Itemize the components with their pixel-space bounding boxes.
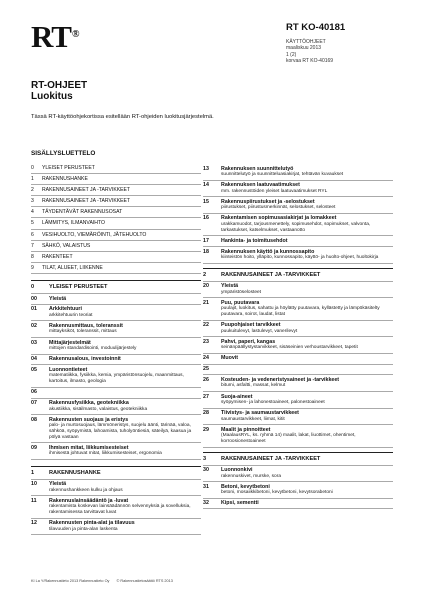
classification-row bbox=[203, 365, 393, 376]
classification-row bbox=[203, 392, 393, 409]
meta-type: KÄYTTÖOHJEET bbox=[286, 39, 326, 45]
classification-row bbox=[31, 365, 201, 387]
classification-row bbox=[203, 282, 393, 299]
registered-mark: ® bbox=[71, 29, 79, 40]
row-body bbox=[221, 238, 288, 244]
row-body bbox=[221, 199, 335, 211]
row-title: Yleistä bbox=[49, 295, 67, 302]
row-title: Hankinta- ja toimitusehdot bbox=[221, 237, 288, 244]
toc-item-number: 0 bbox=[31, 165, 34, 171]
row-title: Rakennuksen käyttö ja kunnossapito bbox=[221, 248, 315, 255]
meta-replaces: korvaa RT KO-40169 bbox=[286, 58, 334, 65]
classification-row bbox=[31, 388, 201, 399]
row-title: Luonnontieteet bbox=[49, 366, 88, 373]
classification-row bbox=[31, 399, 201, 416]
row-body bbox=[49, 296, 66, 302]
row-body bbox=[221, 283, 261, 295]
row-number: 14 bbox=[203, 182, 209, 189]
toc-item bbox=[31, 163, 201, 174]
row-number: 03 bbox=[31, 339, 37, 346]
row-number: 18 bbox=[203, 248, 209, 255]
toc-item bbox=[31, 185, 201, 196]
row-number: 15 bbox=[203, 198, 209, 205]
row-description: piirustukset, piirustusmerkinnät, selostukset, selosteet bbox=[221, 205, 336, 211]
row-description: ihmisestä johtuvat mitat, liikkumisesteiset, ergonomia bbox=[49, 451, 162, 457]
toc-heading: SISÄLLYSLUETTELO bbox=[31, 150, 96, 157]
row-title: Puupohjaiset tarvikkeet bbox=[221, 322, 281, 329]
toc-item bbox=[31, 207, 201, 218]
row-description: urakkamuodot, tarjousmenettely, sopimusehdot, sopimukset, valvonta, tarkastukset, katselmukset, vastaanotto bbox=[221, 221, 371, 233]
section-heading bbox=[203, 268, 393, 282]
row-number: 24 bbox=[203, 355, 209, 362]
right-sections bbox=[203, 268, 393, 510]
row-number: 22 bbox=[203, 322, 209, 329]
row-title: Yleistä bbox=[221, 283, 239, 290]
section-title: RAKENNUSAINEET JA -TARVIKKEET bbox=[221, 455, 321, 462]
row-body bbox=[221, 467, 281, 479]
row-title: Arkkitehtuuri bbox=[49, 306, 82, 313]
section-number: 0 bbox=[31, 283, 35, 290]
row-description: rakennuskivet, murske, sora bbox=[221, 473, 281, 479]
row-title: Rakennuksen laatuvaatimukset bbox=[221, 182, 300, 189]
row-title: Rakennuksen suunnittelutyö bbox=[221, 165, 294, 172]
toc-item-label: RAKENNUSAINEET JA -TARVIKKEET bbox=[42, 198, 131, 205]
row-description: tilavuuden ja pinta-alan laskenta bbox=[49, 526, 118, 532]
row-title: Kosteuden- ja vedeneristysaineet ja -tarvikkeet bbox=[221, 376, 340, 383]
row-description: puulajit, luokitus, sahattu ja höylätty puutavara, kyllästetty ja lämpökäsitelty puutavara, soirot, laudat, listat bbox=[221, 306, 380, 317]
row-body bbox=[49, 400, 147, 412]
row-body bbox=[49, 306, 92, 318]
toc-item-number: 2 bbox=[31, 187, 34, 194]
row-number: 23 bbox=[203, 338, 209, 345]
row-title: Yleistä bbox=[49, 481, 67, 488]
section-heading bbox=[31, 466, 201, 480]
footer bbox=[31, 579, 179, 584]
toc-item bbox=[31, 174, 201, 185]
row-description: kiinteistön hoito, ylläpito, kunnossapito, käyttö- ja huolto-ohjeet, huoltokirja bbox=[221, 254, 379, 260]
row-number: 29 bbox=[203, 426, 209, 433]
row-description: arkkitehtuurin teoriat bbox=[49, 312, 93, 318]
right-top-rows bbox=[203, 164, 393, 264]
row-body bbox=[221, 249, 378, 261]
section-number: 2 bbox=[203, 271, 207, 278]
row-number: 08 bbox=[31, 416, 37, 423]
toc-item-number: 7 bbox=[31, 242, 34, 249]
section-heading bbox=[31, 280, 201, 294]
classification-row bbox=[31, 338, 201, 355]
row-title: Rakennuslainsäädäntö ja -luvat bbox=[49, 498, 129, 505]
classification-row bbox=[203, 214, 393, 236]
row-number: 21 bbox=[203, 299, 209, 306]
logo-text: RT bbox=[31, 19, 71, 54]
row-body bbox=[221, 484, 333, 496]
toc-item-label: RAKENNUSHANKE bbox=[42, 176, 88, 183]
footer-left: KI La Y/Rakennustieto 2013 Rakennustieto Oy bbox=[31, 579, 110, 583]
section-heading bbox=[203, 452, 393, 466]
row-number: 28 bbox=[203, 410, 209, 417]
row-body bbox=[49, 417, 201, 441]
section-number: 1 bbox=[31, 469, 35, 476]
classification-row bbox=[31, 294, 201, 305]
row-title: Luonnonkivi bbox=[221, 467, 253, 474]
row-body bbox=[49, 498, 201, 516]
row-number: 09 bbox=[31, 444, 37, 451]
classification-row bbox=[203, 499, 393, 510]
row-number: 00 bbox=[31, 295, 37, 302]
section-number: 3 bbox=[203, 455, 207, 462]
row-description: bitumi, asfaltti, massat, kelmut bbox=[221, 383, 286, 389]
classification-row bbox=[203, 164, 393, 181]
row-number: 01 bbox=[31, 306, 37, 313]
classification-row bbox=[203, 236, 393, 247]
classification-row bbox=[31, 321, 201, 338]
row-description: mittojen standardisointi, moduulijärjestely bbox=[49, 345, 137, 351]
row-description: rakennushankkeen kulku ja ohjaus bbox=[49, 487, 123, 493]
row-number: 06 bbox=[31, 389, 37, 396]
classification-row bbox=[203, 409, 393, 426]
row-description: mittayksiköt, toleranssit, mittaus bbox=[49, 329, 117, 335]
classification-row bbox=[31, 305, 201, 322]
classification-row bbox=[203, 375, 393, 392]
row-body bbox=[221, 410, 299, 422]
classification-row bbox=[203, 181, 393, 198]
row-description: seinänpäällystystarvikkeet, sisäseinien verhoustarvikkeet, tapetit bbox=[221, 345, 358, 351]
classification-row bbox=[203, 466, 393, 483]
row-title: Betoni, kevytbetoni bbox=[221, 483, 270, 490]
toc-item-number: 9 bbox=[31, 264, 34, 271]
row-description: suunnittelutyö ja suunnitteluasiakirjat, tehtävän kuvaukset bbox=[221, 172, 344, 177]
classification-row bbox=[203, 247, 393, 264]
classification-row bbox=[203, 197, 393, 214]
classification-row bbox=[203, 354, 393, 365]
toc-item-label: TÄYDENTÄVÄT RAKENNUSOSAT bbox=[42, 209, 123, 216]
row-number: 16 bbox=[203, 215, 209, 222]
row-title: Rakennusten pinta-alat ja tilavuus bbox=[49, 520, 135, 527]
row-number: 12 bbox=[31, 520, 37, 527]
right-column bbox=[203, 164, 393, 509]
toc-item-number: 4 bbox=[31, 209, 34, 216]
toc-item bbox=[31, 252, 201, 263]
classification-row bbox=[203, 482, 393, 499]
row-body bbox=[221, 182, 327, 194]
row-number: 04 bbox=[31, 356, 37, 363]
row-body bbox=[221, 394, 325, 406]
left-column bbox=[31, 150, 201, 535]
row-number: 27 bbox=[203, 393, 209, 400]
row-description: syöpymisen- ja lahonestoaineet, palonestoaineet bbox=[221, 399, 325, 405]
row-description: puukuitulevyt, lastulevyt, vanerilevyt bbox=[221, 328, 298, 334]
row-title: Suoja-aineet bbox=[221, 393, 253, 400]
row-body bbox=[221, 215, 393, 233]
row-title: Mittajärjestelmät bbox=[49, 339, 91, 346]
row-title: Tiivistys- ja saumaustarvikkeet bbox=[221, 410, 299, 417]
classification-row bbox=[31, 480, 201, 497]
row-title: Rakennusmittaus, toleranssit bbox=[49, 322, 123, 329]
toc-item bbox=[31, 263, 201, 274]
row-title: Rakennusalous, investoinnit bbox=[49, 356, 121, 363]
row-number: 26 bbox=[203, 376, 209, 383]
row-body bbox=[221, 355, 238, 361]
intro-text: Tässä RT-käyttöohjekortissa esitellään RT-ohjeiden luokitusjärjestelmä. bbox=[31, 114, 214, 120]
footer-right: © Rakennustietosäätiö RTS 2013 bbox=[116, 579, 173, 583]
row-body bbox=[49, 481, 123, 493]
row-title: Kipsi, sementti bbox=[221, 500, 259, 507]
row-body bbox=[49, 520, 135, 532]
row-title: Maalit ja pinnoitteet bbox=[221, 426, 271, 433]
row-title: Ihmisen mitat, liikkumisesteiset bbox=[49, 444, 129, 451]
row-body bbox=[221, 166, 343, 178]
row-number: 30 bbox=[203, 467, 209, 474]
row-number: 20 bbox=[203, 283, 209, 290]
row-number: 05 bbox=[31, 366, 37, 373]
section-title: RAKENNUSAINEET JA -TARVIKKEET bbox=[221, 271, 321, 278]
toc-list bbox=[31, 163, 201, 274]
classification-row bbox=[31, 519, 201, 536]
row-number: 25 bbox=[203, 366, 209, 373]
toc-item-label: VESIHUOLTO, VIEMÄRÖINTI, JÄTEHUOLTO bbox=[42, 231, 147, 238]
classification-row bbox=[203, 298, 393, 320]
header-info bbox=[286, 22, 345, 65]
row-body bbox=[221, 427, 393, 445]
row-number: 32 bbox=[203, 500, 209, 507]
row-description: rakentamista koskevan lainsäädännön selvennyksiä ja sovelluksia, rakentamisessa tarvittavat luvat bbox=[49, 504, 191, 516]
row-description: saumaustarvikkeet, liimat, kitit bbox=[221, 416, 285, 422]
row-title: Rakennusten suojaus ja eristys bbox=[49, 416, 129, 423]
row-description: akustiikka, sisäilmasto, valaistus, geotekniikka bbox=[49, 406, 148, 412]
row-body bbox=[49, 323, 123, 335]
row-body bbox=[221, 500, 259, 506]
row-description: ympäristöselosteet bbox=[221, 289, 261, 295]
row-body bbox=[49, 445, 162, 457]
row-title: Rakennuspiirustukset ja -selostukset bbox=[221, 198, 315, 205]
row-title: Muovit bbox=[221, 355, 239, 362]
toc-item-number: 3 bbox=[31, 198, 34, 205]
document-code: RT KO-40181 bbox=[286, 22, 346, 33]
document-subtitle: Luokitus bbox=[31, 91, 73, 102]
classification-row bbox=[31, 496, 201, 518]
meta-pages: 1 (2) bbox=[286, 51, 297, 58]
section-title: RAKENNUSHANKE bbox=[49, 469, 101, 476]
rt-logo bbox=[31, 19, 79, 54]
toc-item bbox=[31, 241, 201, 252]
toc-item bbox=[31, 230, 201, 241]
classification-row bbox=[31, 415, 201, 443]
row-body bbox=[49, 356, 121, 362]
toc-item-number: 6 bbox=[31, 231, 34, 238]
row-description: betoni, mosaiikkibetoni, kevytbetoni, kevytsorabetoni bbox=[221, 490, 333, 496]
row-number: 13 bbox=[203, 165, 209, 172]
row-body bbox=[221, 377, 339, 389]
row-description: palo- ja murtosuojaus, lämmöneristys, suojelu äänti, tärinää, valoa, sähköä, syöpymistä, lahoamista, tuholyöntiesiä, säteilyä, kaasua ja pölyä vastaan bbox=[49, 423, 192, 440]
toc-item-label: YLEISET PERUSTEET bbox=[42, 165, 95, 171]
classification-row bbox=[203, 337, 393, 354]
classification-row bbox=[203, 425, 393, 447]
row-body bbox=[221, 300, 393, 318]
classification-row bbox=[203, 321, 393, 338]
classification-row bbox=[31, 355, 201, 366]
document-title: RT-OHJEET bbox=[31, 80, 88, 91]
row-number: 11 bbox=[31, 498, 37, 505]
left-sections bbox=[31, 280, 201, 536]
row-title: Pahvi, paperi, kangas bbox=[221, 338, 276, 345]
meta-date: maaliskuu 2013 bbox=[286, 45, 322, 52]
row-number: 17 bbox=[203, 237, 209, 244]
toc-item bbox=[31, 196, 201, 207]
toc-item-label: SÄHKÖ, VALAISTUS bbox=[42, 242, 91, 249]
row-description: (MaalausRYL, ks. ryhmä 14) maalit, lakat, liuottimet, ohentimet, korroosionestoaineet bbox=[221, 433, 356, 444]
row-description: mm. rakennustöiden yleiset laatuvaatimukset RYL bbox=[221, 188, 328, 194]
row-number: 31 bbox=[203, 483, 209, 490]
row-title: Puu, puutavara bbox=[221, 299, 260, 306]
row-body bbox=[49, 367, 201, 385]
section-title: YLEISET PERUSTEET bbox=[49, 283, 108, 290]
toc-item-label: RAKENNUSAINEET JA -TARVIKKEET bbox=[42, 187, 131, 194]
row-title: Rakentamisen sopimusasiakirjat ja lomakkeet bbox=[221, 215, 337, 222]
row-body bbox=[221, 339, 358, 351]
toc-item-label: TILAT, ALUEET, LIIKENNE bbox=[42, 264, 103, 271]
toc-item-label: RAKENTEET bbox=[42, 253, 73, 260]
row-title: Rakennusfysiikka, geotekniikka bbox=[49, 400, 129, 407]
toc-item-number: 5 bbox=[31, 220, 34, 227]
toc-item-number: 1 bbox=[31, 176, 34, 183]
classification-row bbox=[31, 443, 201, 460]
row-description: matematiikka, fysiikka, kemia, ympäristönsuojelu, maanmittaus, kartoitus, ilmasto, geologia bbox=[49, 373, 184, 385]
toc-item-label: LÄMMITYS, ILMANVAIHTO bbox=[42, 220, 105, 227]
toc-item bbox=[31, 218, 201, 229]
row-body bbox=[221, 322, 297, 334]
toc-item-number: 8 bbox=[31, 253, 34, 260]
row-number: 07 bbox=[31, 400, 37, 407]
row-number: 02 bbox=[31, 322, 37, 329]
row-body bbox=[49, 340, 136, 352]
row-number: 10 bbox=[31, 481, 37, 488]
